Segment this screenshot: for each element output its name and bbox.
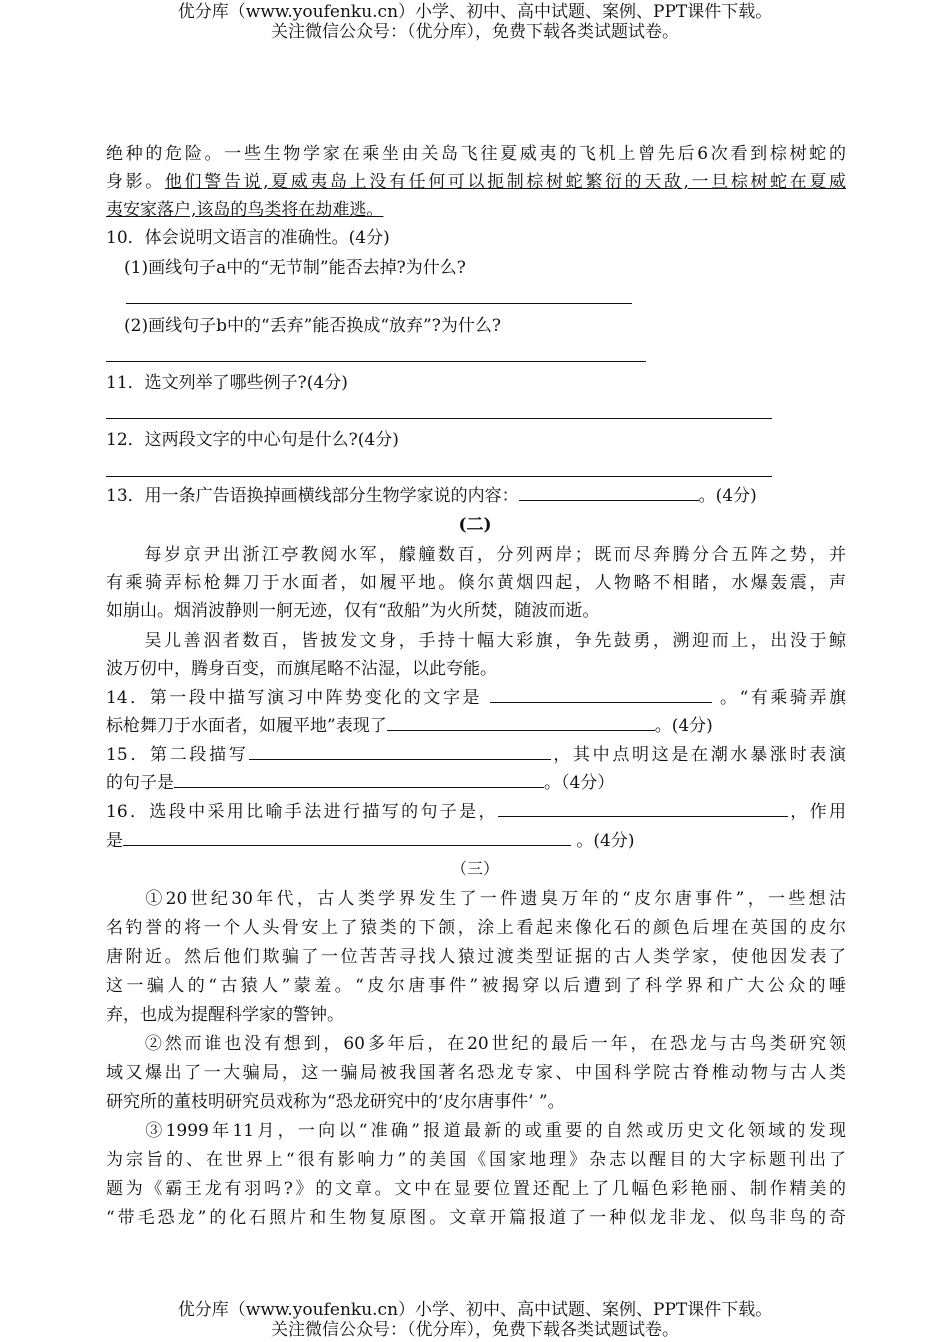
footer-line-2: 关注微信公众号：（优分库），免费下载各类试题试卷。 bbox=[271, 1320, 679, 1340]
section2-p1-line-2: 有乘骑弄标枪舞刀于水面者，如履平地。倏尔黄烟四起，人物略不相睹，水爆轰震，声 bbox=[106, 573, 846, 593]
passage1-line-2 bbox=[106, 168, 846, 196]
passage1-line-2-plain: 身影。 bbox=[106, 172, 165, 192]
underlined-sentence-end: 夷安家落户,该岛的鸟类将在劫难逃。 bbox=[106, 200, 384, 220]
question-10: 10．体会说明文语言的准确性。(4分) bbox=[106, 228, 390, 248]
section3-p2-line-3: 研究所的董枝明研究员戏称为“恐龙研究中的‘皮尔唐事件’ ”。 bbox=[106, 1092, 565, 1112]
section2-p1-line-3: 如崩山。烟消波静则一舸无迹，仅有“敌船”为火所焚，随波而逝。 bbox=[106, 601, 600, 621]
question-15-text: 15．第二段描写 bbox=[106, 745, 249, 765]
answer-blank-15-2[interactable] bbox=[174, 770, 544, 788]
section3-p2-line-1 bbox=[106, 1030, 846, 1058]
section3-p2-line-1-text: ②然而谁也没有想到，60多年后，在20世纪的最后一年，在恐龙与古鸟类研究领 bbox=[142, 1034, 846, 1054]
answer-blank-13[interactable] bbox=[519, 483, 699, 501]
section3-p3-line-4: “带毛恐龙”的化石照片和生物复原图。文章开篇报道了一种似龙非龙、似鸟非鸟的奇 bbox=[106, 1208, 846, 1228]
header-line-1: 优分库（www.youfenku.cn）小学、初中、高中试题、案例、PPT课件下载。 bbox=[177, 2, 773, 22]
question-13-score: 。(4分) bbox=[698, 486, 757, 506]
passage1-line-1: 绝种的危险。一些生物学家在乘坐由关岛飞往夏威夷的飞机上曾先后6次看到棕树蛇的 bbox=[106, 144, 846, 164]
question-16-text-2: ，作用 bbox=[787, 802, 846, 822]
section-3-title: （三） bbox=[450, 859, 499, 878]
question-13 bbox=[106, 482, 846, 510]
question-16-text: 16．选段中采用比喻手法进行描写的句子是， bbox=[106, 802, 498, 822]
question-15-line-2 bbox=[106, 769, 846, 797]
section2-p1-line-1 bbox=[106, 541, 846, 569]
section3-p1-line-1 bbox=[106, 885, 846, 913]
question-13-text: 13．用一条广告语换掉画横线部分生物学家说的内容： bbox=[106, 486, 519, 506]
answer-line-11[interactable] bbox=[106, 418, 772, 419]
question-16-line-2 bbox=[106, 827, 846, 855]
passage1-line-3 bbox=[106, 196, 846, 224]
section3-p3-line-3: 题为《霸王龙有羽吗?》的文章。文中在显要位置还配上了几幅色彩艳丽、制作精美的 bbox=[106, 1179, 846, 1199]
question-15-score: 。（4分） bbox=[544, 773, 615, 793]
question-14-line-1 bbox=[106, 684, 846, 712]
question-16-line-1 bbox=[106, 798, 846, 826]
question-10-2: (2)画线句子b中的“丢弃”能否换成“放弃”?为什么? bbox=[124, 316, 501, 336]
section2-p2-line-1-text: 吴儿善泅者数百，皆披发文身，手持十幅大彩旗，争先鼓勇，溯迎而上，出没于鲸 bbox=[142, 631, 846, 651]
question-14-text-2: 标枪舞刀于水面者，如履平地”表现了 bbox=[106, 716, 387, 736]
section3-p1-line-5: 弃，也成为提醒科学家的警钟。 bbox=[106, 1005, 344, 1025]
section3-p1-line-2: 名钓誉的将一个人头骨安上了猿类的下颌，涂上看起来像化石的颜色后埋在英国的皮尔 bbox=[106, 918, 846, 938]
section3-p3-line-2: 为宗旨的、在世界上“很有影响力”的美国《国家地理》杂志以醒目的大字标题刊出了 bbox=[106, 1150, 846, 1170]
section3-p3-line-1-text: ③1999年11月，一向以“准确”报道最新的或重要的自然或历史文化领域的发现 bbox=[142, 1121, 846, 1141]
header-line-2: 关注微信公众号：（优分库），免费下载各类试题试卷。 bbox=[271, 22, 679, 42]
underlined-sentence: 他们警告说,夏威夷岛上没有任何可以扼制棕树蛇繁衍的天敌,一旦棕树蛇在夏威 bbox=[164, 172, 847, 192]
answer-blank-16-1[interactable] bbox=[498, 799, 788, 817]
answer-blank-14-1[interactable] bbox=[490, 685, 712, 703]
question-14-text: 14．第一段中描写演习中阵势变化的文字是 bbox=[106, 688, 483, 708]
section2-p1-line-1-text: 每岁京尹出浙江亭教阅水军，艨艟数百，分列两岸；既而尽奔腾分合五阵之势，并 bbox=[142, 545, 846, 565]
question-16-score: 。(4分) bbox=[576, 831, 635, 851]
section-2-title: (二) bbox=[458, 515, 492, 535]
section2-p2-line-1 bbox=[106, 627, 846, 655]
section3-p1-line-4: 这一骗人的“古猿人”蒙羞。“皮尔唐事件”被揭穿以后遭到了科学界和广大公众的唾 bbox=[106, 976, 846, 996]
question-15-line-1 bbox=[106, 741, 846, 769]
answer-line-10-1[interactable] bbox=[126, 303, 632, 304]
answer-blank-14-2[interactable] bbox=[387, 713, 655, 731]
section2-p2-line-2: 波万仞中，腾身百变，而旗尾略不沾湿，以此夸能。 bbox=[106, 659, 497, 679]
question-14-line-2 bbox=[106, 712, 846, 740]
question-15-text-3: 的句子是 bbox=[106, 773, 174, 793]
answer-blank-16-2[interactable] bbox=[123, 828, 571, 846]
footer-line-1: 优分库（www.youfenku.cn）小学、初中、高中试题、案例、PPT课件下载。 bbox=[177, 1300, 773, 1320]
section3-p2-line-2: 域又爆出了一大骗局，这一骗局被我国著名恐龙专家、中国科学院古脊椎动物与古人类 bbox=[106, 1063, 846, 1083]
question-14-score: 。(4分) bbox=[654, 716, 713, 736]
section3-p1-line-1-text: ①20世纪30年代，古人类学界发生了一件遗臭万年的“皮尔唐事件”，一些想沽 bbox=[142, 889, 846, 909]
section3-p3-line-1 bbox=[106, 1117, 846, 1145]
question-12: 12．这两段文字的中心句是什么?(4分) bbox=[106, 430, 399, 450]
question-10-1: (1)画线句子a中的“无节制”能否去掉?为什么? bbox=[124, 258, 466, 278]
answer-line-10-2[interactable] bbox=[106, 361, 646, 362]
answer-blank-15-1[interactable] bbox=[249, 742, 551, 760]
answer-line-12[interactable] bbox=[106, 476, 772, 477]
section3-p1-line-3: 唐附近。然后他们欺骗了一位苦苦寻找人猿过渡类型证据的古人类学家，使他因发表了 bbox=[106, 947, 846, 967]
question-11: 11．选文列举了哪些例子?(4分) bbox=[106, 373, 348, 393]
question-14-quote: 。“有乘骑弄旗 bbox=[720, 688, 847, 708]
question-15-text-2: ，其中点明这是在潮水暴涨时表演 bbox=[550, 745, 847, 765]
question-16-text-3: 是 bbox=[106, 831, 123, 851]
